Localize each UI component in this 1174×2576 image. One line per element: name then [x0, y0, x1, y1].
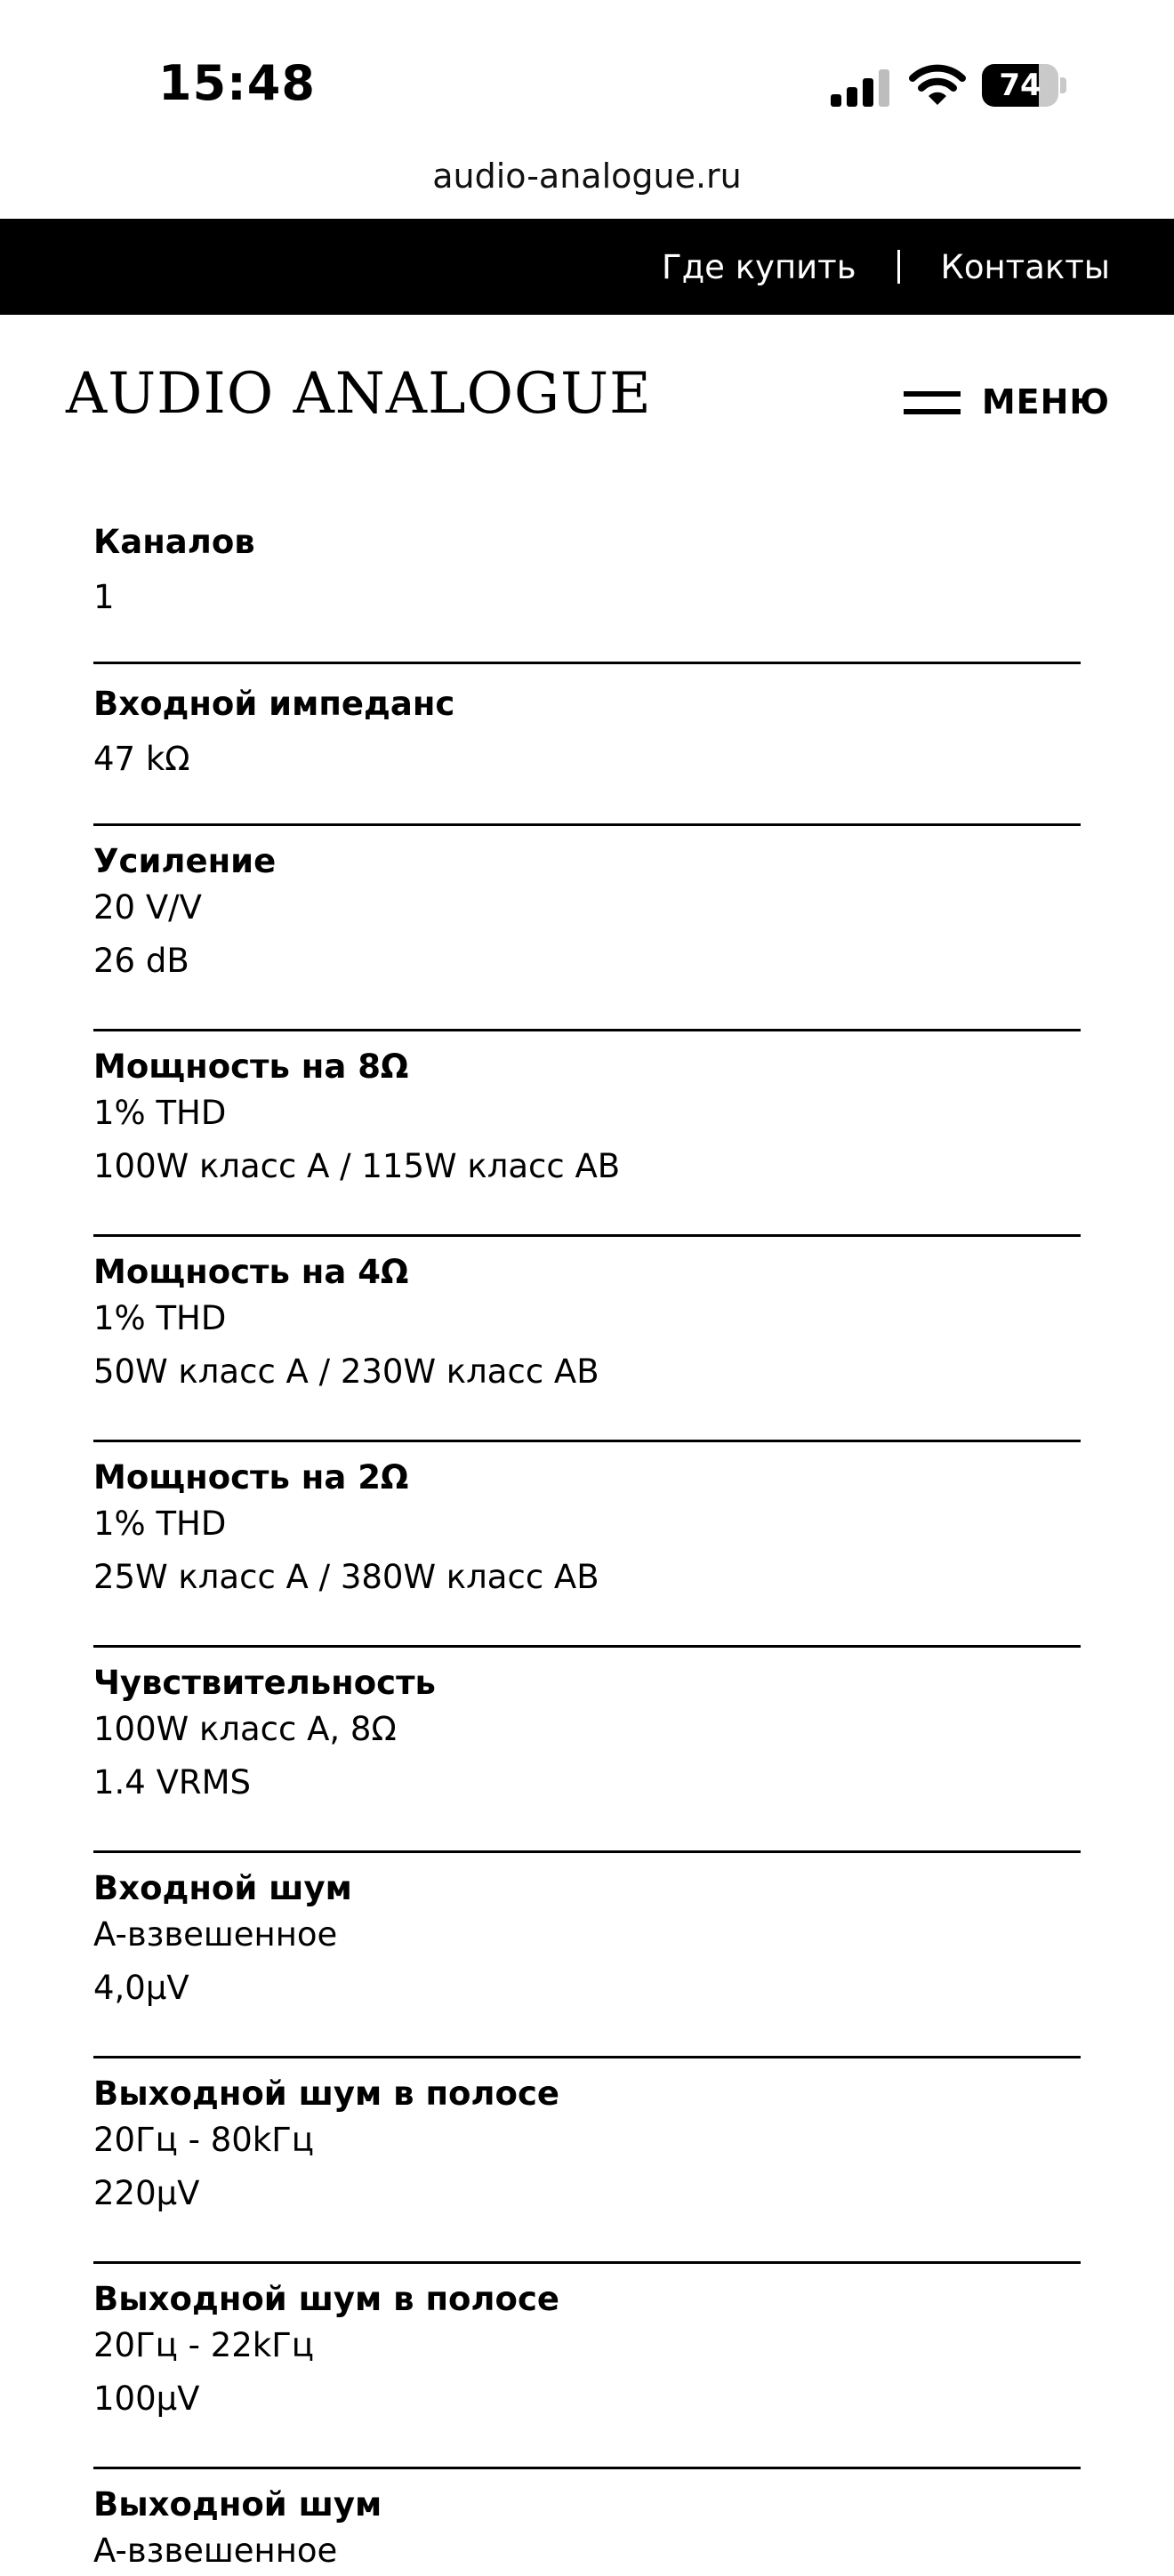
battery-percent: 74	[999, 68, 1041, 103]
site-header	[0, 315, 1174, 478]
status-bar	[0, 0, 1174, 196]
spec-value: 47 kΩ	[93, 740, 190, 778]
wifi-icon	[909, 62, 966, 108]
spec-subvalue: 1% THD	[93, 1505, 227, 1543]
spec-value: 220μV	[93, 2174, 200, 2212]
hamburger-icon[interactable]	[904, 386, 961, 418]
spec-subvalue: 20Гц - 80kГц	[93, 2121, 314, 2159]
spec-subvalue: 100W класс A, 8Ω	[93, 1710, 397, 1748]
spec-value: 100W класс A / 115W класс AB	[93, 1147, 621, 1185]
spec-row-power-8ohm	[93, 1031, 1081, 1237]
address-bar[interactable]: audio-analogue.ru	[432, 156, 742, 196]
spec-label: Выходной шум	[93, 2485, 382, 2524]
spec-value: 1	[93, 578, 115, 616]
spec-value: 4,0μV	[93, 1969, 189, 2007]
spec-value: 100μV	[93, 2379, 200, 2418]
spec-list	[93, 502, 1081, 2576]
nav-divider	[897, 250, 900, 284]
spec-subvalue: 20Гц - 22kГц	[93, 2326, 314, 2364]
spec-label: Мощность на 8Ω	[93, 1047, 409, 1086]
spec-value: 50W класс A / 230W класс AB	[93, 1352, 599, 1391]
spec-subvalue: A-взвешенное	[93, 1915, 338, 1954]
spec-row-output-noise-weighted	[93, 2469, 1081, 2576]
cellular-signal-icon	[831, 68, 889, 107]
spec-label: Выходной шум в полосе	[93, 2280, 559, 2318]
spec-label: Мощность на 2Ω	[93, 1458, 409, 1497]
spec-subvalue: 1% THD	[93, 1094, 227, 1132]
spec-subvalue: A-взвешенное	[93, 2532, 338, 2570]
contacts-link[interactable]: Контакты	[940, 247, 1110, 286]
spec-value: 1.4 VRMS	[93, 1763, 252, 1802]
spec-label: Мощность на 4Ω	[93, 1253, 409, 1291]
spec-row-input-noise	[93, 1853, 1081, 2058]
spec-label: Входной импеданс	[93, 685, 455, 723]
spec-row-input-impedance	[93, 664, 1081, 826]
menu-label[interactable]: МЕНЮ	[981, 382, 1110, 421]
spec-label: Усиление	[93, 842, 277, 880]
spec-row-gain	[93, 826, 1081, 1031]
spec-label: Чувствительность	[93, 1664, 436, 1702]
spec-label: Каналов	[93, 523, 255, 561]
spec-row-power-2ohm	[93, 1442, 1081, 1648]
spec-label: Входной шум	[93, 1869, 352, 1907]
spec-row-output-noise-22k	[93, 2264, 1081, 2469]
spec-value: 25W класс A / 380W класс AB	[93, 1558, 599, 1596]
top-nav-bar	[0, 219, 1174, 315]
spec-row-power-4ohm	[93, 1237, 1081, 1442]
site-logo[interactable]: AUDIO ANALOGUE	[66, 361, 652, 427]
spec-row-output-noise-80k	[93, 2058, 1081, 2264]
spec-label: Выходной шум в полосе	[93, 2074, 559, 2113]
spec-row-sensitivity	[93, 1648, 1081, 1853]
spec-subvalue: 20 V/V	[93, 888, 202, 927]
battery-icon	[982, 64, 1067, 107]
status-time: 15:48	[158, 55, 316, 111]
spec-subvalue: 1% THD	[93, 1299, 227, 1337]
spec-row-channels	[93, 502, 1081, 664]
spec-value: 26 dB	[93, 942, 189, 980]
menu-button[interactable]	[904, 379, 1110, 425]
where-to-buy-link[interactable]: Где купить	[662, 247, 856, 286]
